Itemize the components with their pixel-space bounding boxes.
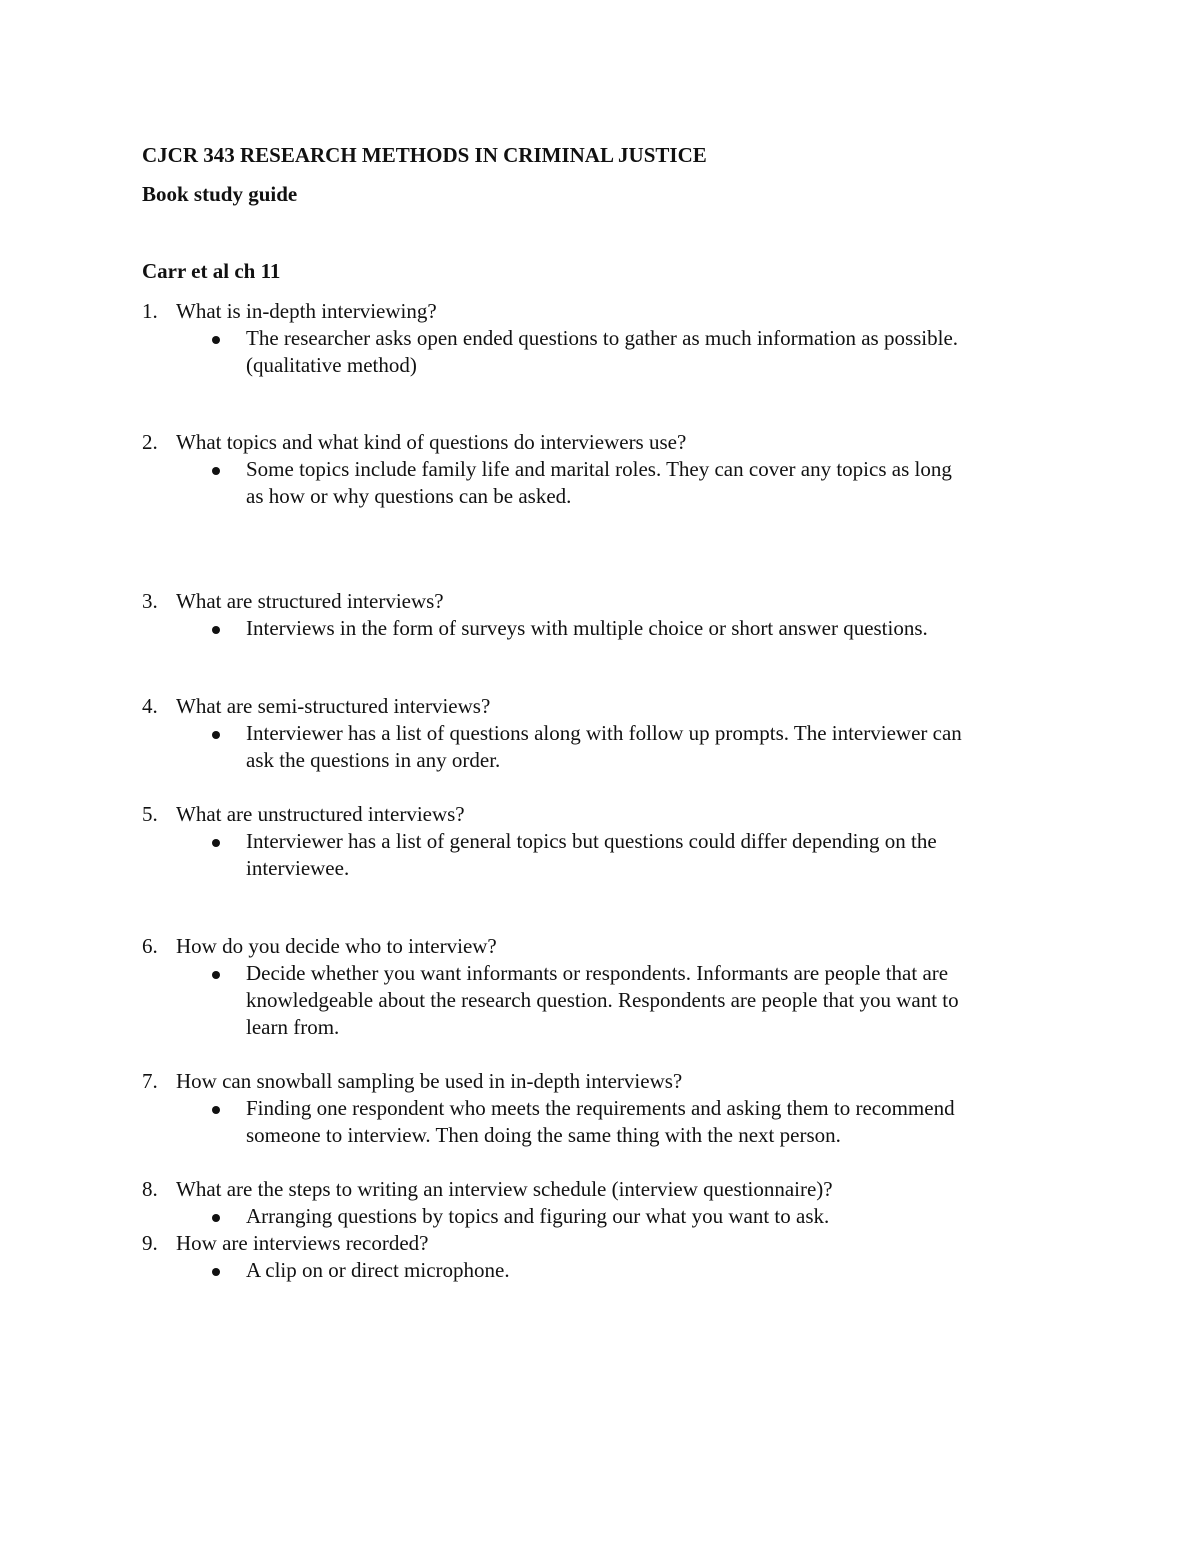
bullet-icon: [212, 971, 220, 979]
question-text: How do you decide who to interview?: [176, 934, 497, 958]
question-text: How can snowball sampling be used in in-depth interviews?: [176, 1069, 683, 1093]
answer-line: Interviewer has a list of questions along with follow up prompts. The interviewer can: [246, 721, 962, 745]
course-title: CJCR 343 RESEARCH METHODS IN CRIMINAL JUSTICE: [142, 143, 707, 167]
answer-line: Decide whether you want informants or respondents. Informants are people that are: [246, 961, 949, 985]
question-number: 4.: [142, 694, 158, 718]
bullet-icon: [212, 626, 220, 634]
question-text: What are the steps to writing an interview schedule (interview questionnaire)?: [176, 1177, 833, 1201]
answer-line: Arranging questions by topics and figuring our what you want to ask.: [246, 1204, 830, 1228]
question-number: 3.: [142, 589, 158, 613]
answer-line: Finding one respondent who meets the requirements and asking them to recommend: [246, 1096, 955, 1120]
question-text: What topics and what kind of questions do interviewers use?: [176, 430, 687, 454]
question-number: 9.: [142, 1231, 158, 1255]
question-text: What is in-depth interviewing?: [176, 299, 437, 323]
answer-line: Interviews in the form of surveys with multiple choice or short answer questions.: [246, 616, 928, 640]
bullet-icon: [212, 336, 220, 344]
bullet-icon: [212, 839, 220, 847]
answer-line: Interviewer has a list of general topics but questions could differ depending on the: [246, 829, 937, 853]
answer-line: (qualitative method): [246, 353, 417, 377]
bullet-icon: [212, 467, 220, 475]
bullet-icon: [212, 1214, 220, 1222]
question-number: 5.: [142, 802, 158, 826]
answer-line: Some topics include family life and marital roles. They can cover any topics as long: [246, 457, 952, 481]
section-title: Carr et al ch 11: [142, 259, 281, 283]
bullet-icon: [212, 1268, 220, 1276]
answer-line: A clip on or direct microphone.: [246, 1258, 510, 1282]
question-text: What are unstructured interviews?: [176, 802, 465, 826]
subtitle: Book study guide: [142, 182, 298, 206]
answer-line: knowledgeable about the research question. Respondents are people that you want to: [246, 988, 959, 1012]
answer-line: interviewee.: [246, 856, 350, 880]
question-number: 7.: [142, 1069, 158, 1093]
answer-line: as how or why questions can be asked.: [246, 484, 572, 508]
question-text: What are semi-structured interviews?: [176, 694, 491, 718]
question-number: 2.: [142, 430, 158, 454]
answer-line: learn from.: [246, 1015, 340, 1039]
bullet-icon: [212, 731, 220, 739]
question-number: 1.: [142, 299, 158, 323]
question-text: What are structured interviews?: [176, 589, 444, 613]
answer-line: someone to interview. Then doing the same thing with the next person.: [246, 1123, 841, 1147]
answer-line: ask the questions in any order.: [246, 748, 501, 772]
bullet-icon: [212, 1106, 220, 1114]
question-number: 6.: [142, 934, 158, 958]
answer-line: The researcher asks open ended questions to gather as much information as possible.: [246, 326, 959, 350]
question-number: 8.: [142, 1177, 158, 1201]
question-text: How are interviews recorded?: [176, 1231, 429, 1255]
